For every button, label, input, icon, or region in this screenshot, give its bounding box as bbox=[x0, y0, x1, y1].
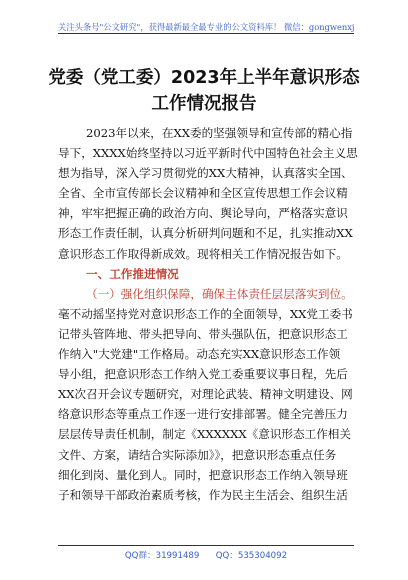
body-line: 导小组，把意识形态工作纳入党工委重要议事日程，先后 bbox=[58, 367, 348, 382]
body-line: 络意识形态等重点工作逐一进行安排部署。健全完善压力 bbox=[58, 407, 348, 422]
body-line: 意识形态工作取得新成效。现将相关工作情况报告如下。 bbox=[58, 246, 348, 261]
body-line: 毫不动摇坚持党对意识形态工作的全面领导，XX党工委书 bbox=[58, 306, 353, 321]
page-header-note: 关注头条号"公文研究"，获得最新最全最专业的公文资料库！ 微信：gongwenxj bbox=[58, 22, 355, 32]
body-line: 文件、方案，请结合实际添加》》，把意识形态重点任务 bbox=[58, 447, 337, 462]
body-line: 子和领导干部政治素质考核，作为民主生活会、组织生活 bbox=[58, 487, 348, 502]
page-footer bbox=[58, 549, 354, 561]
body-line: 导下，XXXX始终坚持以习近平新时代中国特色社会主义思 bbox=[58, 146, 358, 161]
body-line: 层层传导责任机制，制定《XXXXXX《意识形态工作相关 bbox=[58, 427, 351, 442]
body-line: 作纳入"大党建"工作格局。动态充实XX意识形态工作领 bbox=[58, 347, 341, 362]
header-divider bbox=[58, 33, 354, 34]
body-line: 记带头管阵地、带头把导向、带头强队伍，把意识形态工 bbox=[58, 326, 348, 341]
title-line-2: 工作情况报告 bbox=[151, 94, 257, 114]
footer-qq-contact: QQ：535304092 bbox=[215, 551, 288, 561]
subsection-heading: （一）强化组织保障，确保主体责任层层落实到位。 bbox=[86, 286, 353, 301]
body-line: XX次召开会议专题研究，对理论武装、精神文明建设、网 bbox=[58, 387, 353, 402]
document-title bbox=[40, 65, 368, 117]
section-heading: 一、工作推进情况 bbox=[86, 266, 179, 281]
footer-divider bbox=[58, 545, 354, 546]
body-line: 2023年以来，在XX委的坚强领导和宣传部的精心指 bbox=[86, 126, 353, 140]
document-body bbox=[58, 123, 358, 505]
footer-qq-group: QQ群：31991489 bbox=[124, 551, 200, 561]
body-line: 神，牢牢把握正确的政治方向、舆论导向，严格落实意识 bbox=[58, 206, 348, 221]
body-line: 想为指导，深入学习贯彻党的XX大精神，认真落实全国、 bbox=[58, 166, 353, 181]
body-line: 细化到岗、量化到人。同时，把意识形态工作纳入领导班 bbox=[58, 467, 348, 482]
body-line: 形态工作责任制，认真分析研判问题和不足，扎实推动XX bbox=[58, 226, 353, 241]
title-line-1: 党委（党工委）2023年上半年意识形态 bbox=[48, 68, 360, 88]
body-line: 全省、全市宣传部长会议精神和全区宣传思想工作会议精 bbox=[58, 186, 348, 201]
